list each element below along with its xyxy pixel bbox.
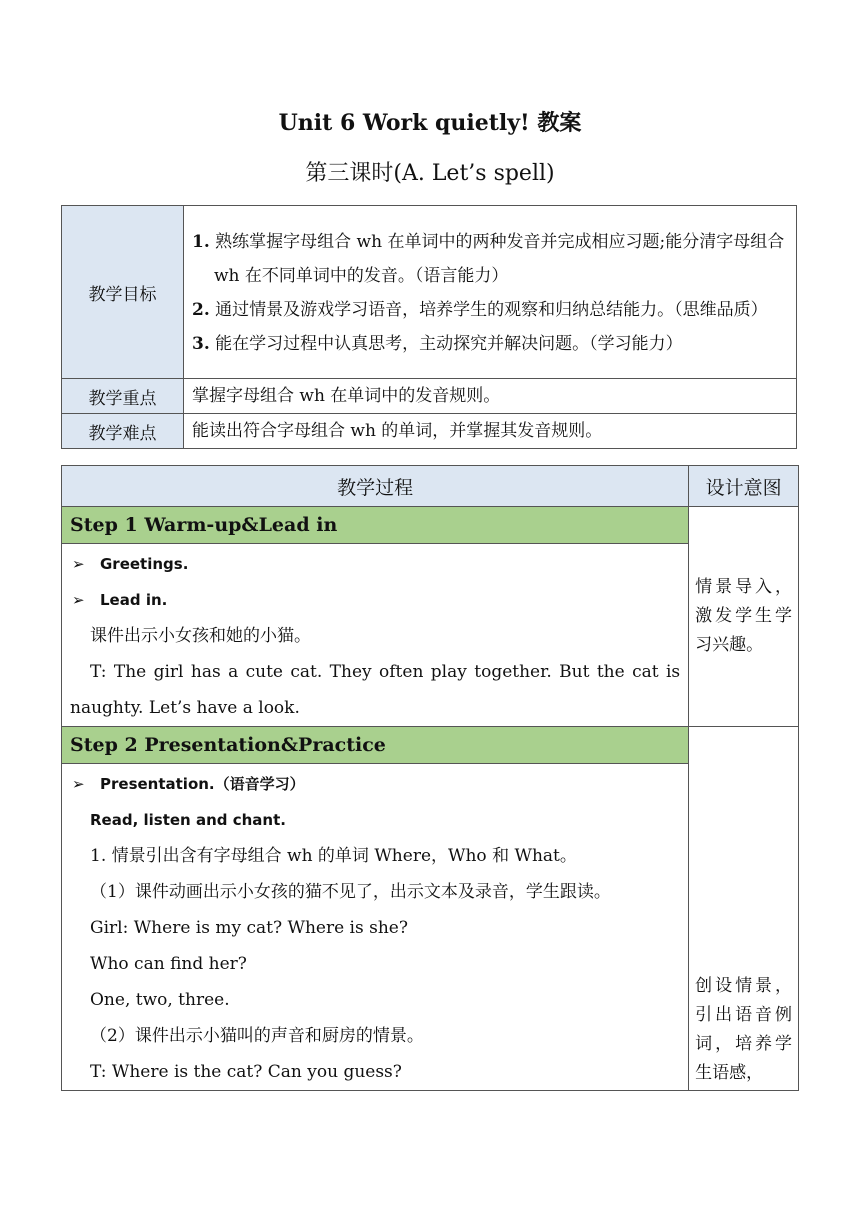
step1-title: Step 1 Warm-up&Lead in — [62, 507, 689, 544]
goals-content — [184, 206, 797, 379]
key-content: 掌握字母组合 wh 在单词中的发音规则。 — [184, 379, 797, 414]
goals-row — [62, 206, 797, 379]
text-line: 课件出示小女孩和她的小猫。 — [90, 626, 311, 646]
text-line: One, two, three. — [90, 990, 230, 1010]
goals-label: 教学目标 — [62, 206, 184, 379]
difficulty-label: 教学难点 — [62, 414, 184, 449]
process-column-header: 教学过程 — [62, 466, 689, 507]
text-line: （2）课件出示小猫叫的声音和厨房的情景。 — [90, 1026, 424, 1046]
step2-title-row — [62, 727, 799, 764]
bullet-item: ➢ Lead in. — [70, 582, 680, 618]
document-title: Unit 6 Work quietly! 教案 — [278, 110, 582, 136]
text-line: （1）课件动画出示小女孩的猫不见了，出示文本及录音，学生跟读。 — [90, 882, 611, 902]
arrow-bullet-icon: ➢ — [72, 775, 85, 793]
goal-item: 3. 能在学习过程中认真思考，主动探究并解决问题。（学习能力） — [192, 334, 683, 354]
bullet-item: ➢ Greetings. — [70, 546, 680, 582]
difficulty-content: 能读出符合字母组合 wh 的单词，并掌握其发音规则。 — [184, 414, 797, 449]
step2-body — [62, 764, 689, 1091]
text-line: Who can find her? — [90, 954, 247, 974]
process-table — [61, 465, 799, 1091]
step2-body-row — [62, 764, 799, 1091]
text-line: 1. 情景引出含有字母组合 wh 的单词 Where，Who 和 What。 — [90, 846, 577, 866]
goal-item: 1. 熟练掌握字母组合 wh 在单词中的两种发音并完成相应习题;能分清字母组合 wh 在不同单词中的发音。（语言能力） — [192, 232, 785, 286]
document-subtitle: 第三课时(A. Let’s spell) — [305, 161, 555, 186]
text-line: Girl: Where is my cat? Where is she? — [90, 918, 408, 938]
key-label: 教学重点 — [62, 379, 184, 414]
bullet-item: ➢ Presentation.（语音学习） — [70, 766, 680, 802]
text-paragraph: T: The girl has a cute cat. They often play together. But the cat is naughty. Let’s have a look. — [70, 662, 681, 718]
sub-heading: Read, listen and chant. — [90, 811, 286, 829]
step2-title: Step 2 Presentation&Practice — [62, 727, 689, 764]
difficulty-row — [62, 414, 797, 449]
step1-body — [62, 544, 689, 727]
arrow-bullet-icon: ➢ — [72, 591, 85, 609]
step2-design: 创设情景，引出语音例词，培养学生语感， — [689, 727, 799, 1091]
step1-title-row — [62, 507, 799, 544]
arrow-bullet-icon: ➢ — [72, 555, 85, 573]
key-row — [62, 379, 797, 414]
process-header-row — [62, 466, 799, 507]
design-column-header: 设计意图 — [689, 466, 799, 507]
step1-design: 情景导入，激发学生学习兴趣。 — [689, 507, 799, 727]
goal-item: 2. 通过情景及游戏学习语音，培养学生的观察和归纳总结能力。（思维品质） — [192, 300, 768, 320]
text-line: T: Where is the cat? Can you guess? — [90, 1062, 402, 1082]
step1-body-row — [62, 544, 799, 727]
objectives-table — [61, 205, 797, 449]
